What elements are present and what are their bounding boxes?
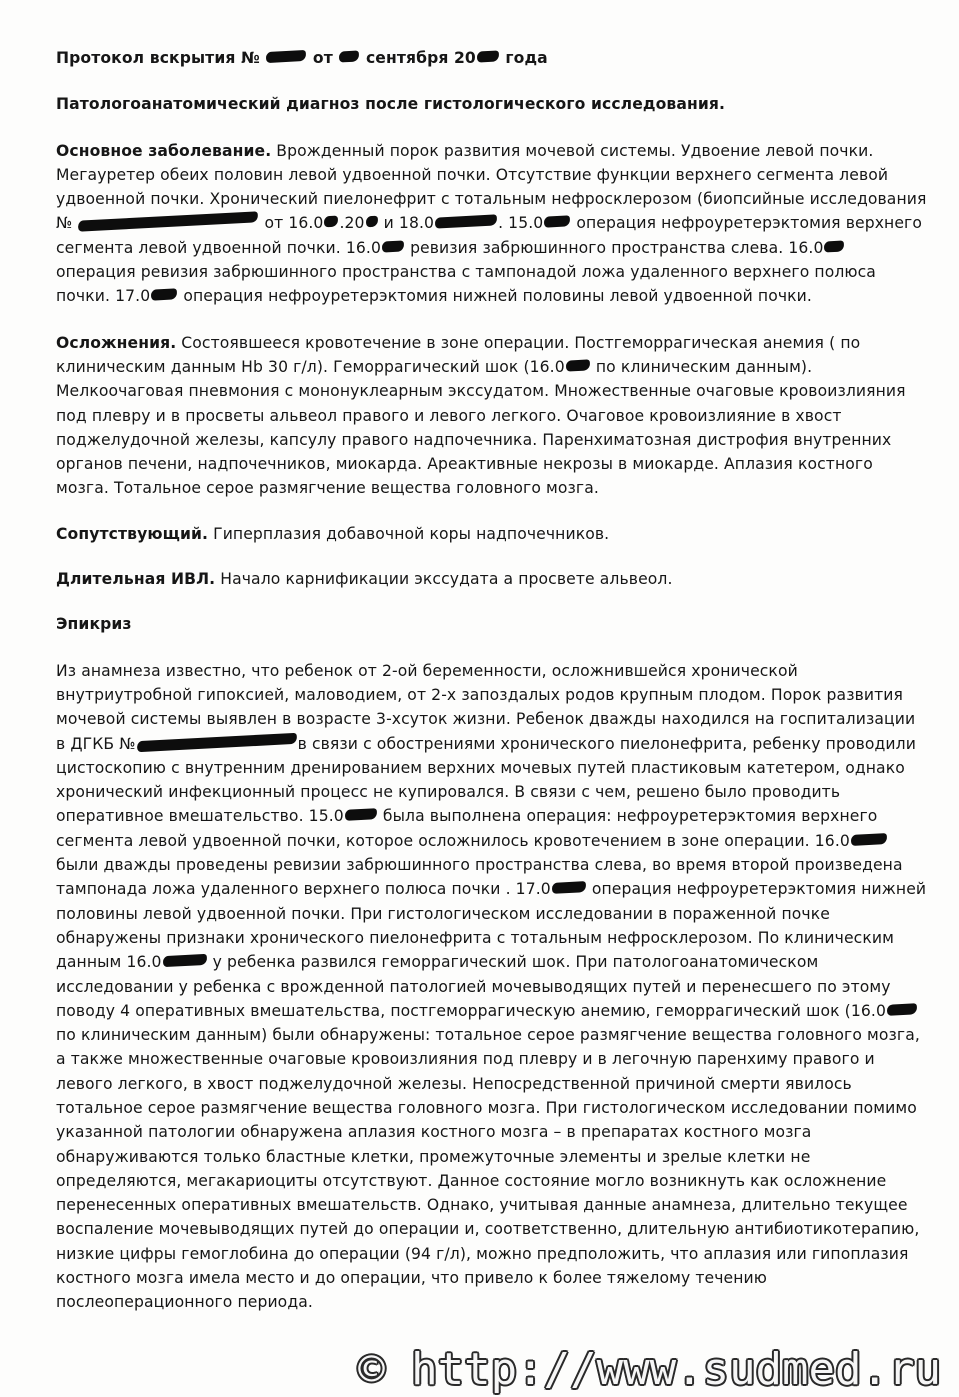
redaction-mark (552, 881, 587, 894)
paragraph-text: Состоявшееся кровотечение в зоне операции. Постгеморрагическая анемия ( по клиническим данным Hb 30 г/л). Геморрагический шок (16.0 (56, 333, 861, 376)
redaction-mark (382, 240, 405, 252)
paragraph-text: Врожденный порок развития мочевой системы. Удвоение левой почки. Мегауретер обеих половин левой удвоенной почки. Отсутствие функции верхнего сегмента левой удвоенной почки. Хронический пиелонефрит с тотальным нефросклерозом (биопсийные исследования № (56, 141, 927, 233)
paragraph-text: от 16.0 (264, 214, 324, 233)
site-watermark: © http://www.sudmed.ru (358, 1344, 941, 1395)
title-part: Протокол вскрытия № (56, 49, 260, 67)
redaction-mark (565, 359, 590, 371)
redaction-mark (339, 50, 360, 62)
redaction-mark (887, 1003, 918, 1016)
redaction-mark (477, 50, 500, 62)
paragraph-text: . 15.0 (498, 214, 544, 233)
paragraph-text: у ребенка развился геморрагический шок. При патологоанатомическом исследовании у ребенка с врожденной патологией мочевыводящих путей и перенесшего по этому поводу 4 оперативных вмешательства, постгеморрагическую анемию, геморрагический шок (16.0 (56, 953, 891, 1020)
paragraph-text: ревизия забрюшинного пространства слева. 16.0 (410, 238, 824, 257)
redaction-mark (136, 732, 296, 751)
epicrisis-section (56, 659, 928, 1315)
paragraph-text: операция нефроуретерэктомия нижней половины левой удвоенной почки. При гистологическом исследовании в пораженной почке обнаружены признаки хронического пиелонефрита с тотальным нефросклерозом. По клиническим данным 16.0 (56, 880, 927, 972)
ventilation-label: Длительная ИВЛ. (56, 570, 216, 589)
paragraph-text: по клиническим данным). Мелкоочаговая пневмония с мононуклеарным экссудатом. Множественные очаговые кровоизлияния под плевру и в просветы альвеол правого и левого легкого. Очаговое кровоизлияние в хвост поджелудочной железы, капсулу правого надпочечника. Паренхиматозная дистрофия внутренних органов печени, надпочечников, миокарда. Ареактивные некрозы в миокарде. Аплазия костного мозга. Тотальное серое размягчение вещества головного мозга. (56, 357, 906, 498)
redaction-mark (345, 809, 378, 822)
main-disease-section (56, 139, 928, 309)
main-disease-label: Основное заболевание. (56, 141, 272, 160)
complications-label: Осложнения. (56, 333, 177, 352)
concomitant-section (56, 522, 928, 546)
redaction-mark (266, 50, 307, 63)
epicrisis-heading: Эпикриз (56, 615, 132, 634)
paragraph-text: операция нефроуретерэктомия верхнего сегмента левой удвоенной почки. 16.0 (56, 214, 922, 257)
complications-section (56, 331, 928, 501)
paragraph-text: были дважды проведены ревизии забрюшинного пространства слева, во время второй произведена тампонада ложа удаленного верхнего полюса почки . 17.0 (56, 856, 903, 899)
paragraph-text: операция ревизия забрюшинного пространства с тампонадой ложа удаленного верхнего полюса почки. 17.0 (56, 263, 876, 306)
title-part: года (505, 49, 548, 67)
redaction-mark (324, 216, 339, 228)
redaction-mark (824, 240, 845, 252)
paragraph-text: по клиническим данным) были обнаружены: тотальное серое размягчение вещества головного мозга, а также множественные очаговые кровоизлияния под плевру и в легочную паренхиму правого и левого легкого, в хвост поджелудочной железы. Непосредственной причиной смерти явилось тотальное серое размягчение вещества головного мозга. При гистологическом исследовании помимо указанной патологии обнаружена аплазия костного мозга – в препаратах костного мозга обнаруживаются только бластные клетки, промежуточные элементы и зрелые клетки не определяются, мегакариоциты отсутствуют. Данное состояние могло возникнуть как осложнение перенесенных оперативных вмешательств. Однако, учитывая данные анамнеза, длительно текущее воспаление мочевыводящих путей до операции и, соответственно, длительную антибиотикотерапию, низкие цифры гемоглобина до операции (94 г/л), можно предположить, что аплазия или гипоплазия костного мозга имела место и до операции, что привело к более тяжелому течению послеоперационного периода. (56, 1026, 920, 1312)
redaction-mark (435, 215, 497, 229)
redaction-mark (365, 216, 378, 228)
diagnosis-heading: Патологоанатомический диагноз после гистологического исследования. (56, 95, 726, 114)
paragraph-text: операция нефроуретерэктомия нижней половины левой удвоенной почки. (183, 287, 812, 306)
paragraph-text: Начало карнификации экссудата а просвете альвеол. (215, 570, 673, 589)
title-part: от (312, 49, 333, 67)
paragraph-text: в связи с обострениями хронического пиелонефрита, ребенку проводили цистоскопию с внутренним дренированием верхних мочевых путей пластиковым катетером, однако хронический инфекционный процесс не купировался. В связи с чем, решено было проводить оперативное вмешательство. 15.0 (56, 734, 916, 826)
redaction-mark (544, 216, 571, 228)
concomitant-label: Сопутствующий. (56, 524, 209, 543)
paragraph-text: Из анамнеза известно, что ребенок от 2-ой беременности, осложнившейся хронической внутриутробной гипоксией, маловодием, от 2-х запоздалых родов крупным плодом. Порок развития мочевой системы выявлен в возрасте 3-хсуток жизни. Ребенок дважды находился на госпитализации в ДГКБ № (56, 661, 916, 753)
title-part: сентября 20 (365, 49, 476, 67)
ventilation-section (56, 567, 928, 591)
redaction-mark (851, 833, 888, 846)
protocol-title (56, 46, 928, 70)
redaction-mark (78, 212, 258, 232)
protocol-document (56, 46, 928, 1315)
redaction-mark (162, 954, 207, 967)
paragraph-text: Гиперплазия добавочной коры надпочечников. (208, 524, 610, 543)
paragraph-text: была выполнена операция: нефроуретерэктомия верхнего сегмента левой удвоенной почки, которое осложнилось кровотечением в зоне операции. 16.0 (56, 807, 878, 850)
paragraph-text: и 18.0 (383, 214, 435, 233)
paragraph-text: .20 (339, 214, 365, 233)
redaction-mark (151, 289, 178, 301)
